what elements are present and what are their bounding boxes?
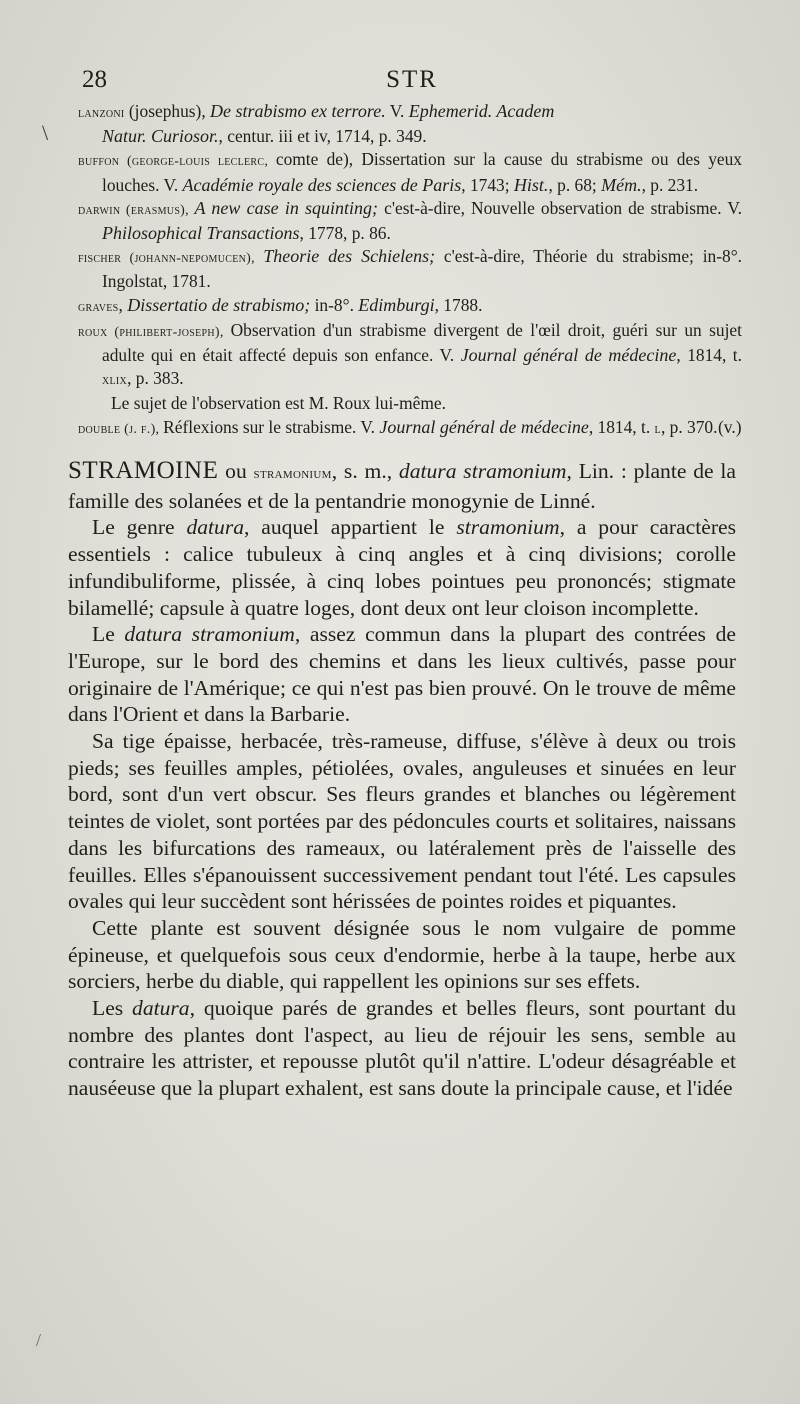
paragraph-1: STRAMOINE ou stramonium, s. m., datura stramonium, Lin. : plante de la famille des solanées et de la pentandrie monogynie de Linné. — [68, 457, 736, 513]
headword: STRAMOINE — [68, 457, 219, 484]
margin-mark-bottom: / — [36, 1330, 42, 1350]
article-stramoine — [68, 458, 736, 1102]
page-number: 28 — [82, 66, 107, 93]
reference-roux: roux (philibert-joseph), Observation d'un strabisme divergent de l'œil droit, guéri sur un sujet adulte qui en était affecté depuis son enfance. V. Journal général de médecine, 1814, t. xlix, p. 383. — [78, 319, 742, 389]
paragraph-3: Le datura stramonium, assez commun dans la plupart des contrées de l'Europe, sur le bord des chemins et dans les lieux cultivés, passe pour originaire de l'Amérique; ce qui n'est pas bien prouvé. On le trouve de même dans l'Orient et dans la Barbarie. — [68, 622, 736, 727]
reference-double: double (j. f.), Réflexions sur le strabisme. V. Journal général de médecine, 1814, t. l, p. 370. (v.) — [78, 416, 742, 437]
paragraph-5: Cette plante est souvent désignée sous le nom vulgaire de pomme épineuse, et quelquefois sous ceux d'endormie, herbe à la taupe, herbe aux sorciers, herbe du diable, qui rappellent les opinions sur ses effets. — [68, 915, 736, 994]
paragraph-4: Sa tige épaisse, herbacée, très-rameuse, diffuse, s'élève à deux ou trois pieds; ses feuilles amples, pétiolées, ovales, anguleuses et sinuées en leur bord, sont d'un vert obscur. Ses fleurs grandes et blanches ou légèrement teintes de violet, sont portées par des pédoncules courts et solitaires, naissans dans les bifurcations des rameaux, ou latéralement près de l'aisselle des feuilles. Elles s'épanouissent successivement pendant tout l'été. Les capsules ovales qui leur succèdent sont hérissées de pointes roides et piquantes. — [68, 729, 736, 914]
reference-darwin: darwin (erasmus), A new case in squinting; c'est-à-dire, Nouvelle observation de strabisme. V. Philosophical Transactions, 1778, p. 86. — [78, 197, 742, 244]
reference-note: Le sujet de l'observation est M. Roux lui-même. — [111, 393, 446, 414]
running-head: STR — [386, 66, 438, 93]
margin-mark: \ — [42, 120, 49, 145]
reference-graves: graves, Dissertatio de strabismo; in-8°. Edimburgi, 1788. — [78, 294, 483, 315]
reference-buffon: buffon (george-louis leclerc, comte de), Dissertation sur la cause du strabisme ou des yeux louches. V. Académie royale des sciences de Paris, 1743; Hist., p. 68; Mém., p. 231. — [78, 149, 743, 195]
paragraph-6: Les datura, quoique parés de grandes et belles fleurs, sont pourtant du nombre des plantes dont l'aspect, au lieu de réjouir les sens, semble au contraire les attrister, et repousse plutôt qu'il n'attire. L'odeur désagréable et nauséeuse que la plupart exhalent, est sans doute la principale cause, et l'idée — [68, 996, 736, 1101]
paragraph-2: Le genre datura, auquel appartient le stramonium, a pour caractères essentiels : calice tubuleux à cinq angles et à cinq divisions; corolle infundibuliforme, plissée, à cinq lobes pointues peu prononcés; stigmate bilamellé; capsule à quatre loges, dont deux ont leur cloison incomplette. — [68, 515, 736, 620]
bibliography — [78, 100, 742, 441]
page-header — [82, 66, 742, 100]
reference-fischer: fischer (johann-nepomucen), Theorie des Schielens; c'est-à-dire, Théorie du strabisme; in-8°. Ingolstat, 1781. — [78, 246, 743, 292]
reference-lanzoni: lanzoni (josephus), De strabismo ex terrore. V. Ephemerid. Academ Natur. Curiosor., centur. iii et iv, 1714, p. 349. — [78, 101, 555, 147]
